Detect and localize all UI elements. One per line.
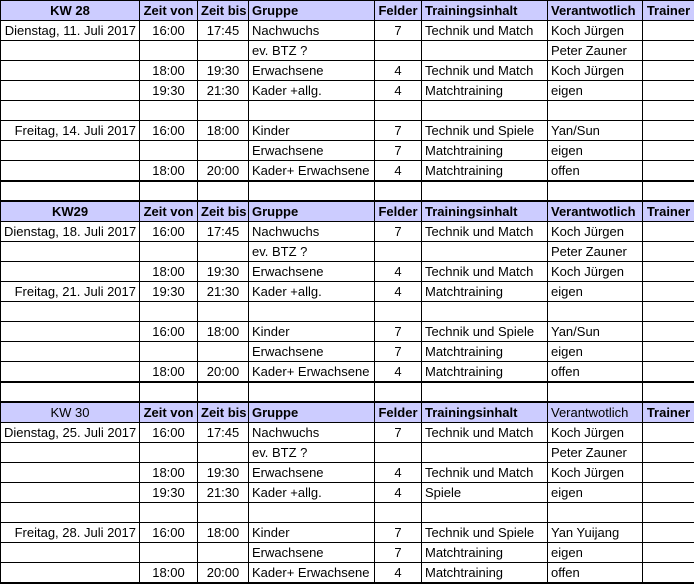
- date-cell[interactable]: Dienstag, 25. Juli 2017: [1, 423, 140, 443]
- verantwortlich-cell[interactable]: [548, 101, 643, 121]
- table-row: [1, 61, 694, 81]
- table-row: [1, 141, 694, 161]
- zeit-von-cell[interactable]: 19:30: [140, 282, 198, 302]
- schedule-body: [1, 1, 694, 584]
- zeit-von-cell[interactable]: 19:30: [140, 81, 198, 101]
- zeit-von-cell[interactable]: 18:00: [140, 61, 198, 81]
- date-cell[interactable]: [1, 41, 140, 61]
- table-row: [1, 543, 694, 563]
- trainer-cell[interactable]: [643, 101, 694, 121]
- date-cell[interactable]: [1, 61, 140, 81]
- header-zeit-von[interactable]: Zeit von: [140, 201, 198, 222]
- trainer-cell[interactable]: [643, 161, 694, 182]
- zeit-bis-cell[interactable]: [198, 342, 249, 362]
- trainer-cell[interactable]: [643, 483, 694, 503]
- zeit-bis-cell[interactable]: [198, 41, 249, 61]
- zeit-bis-cell[interactable]: [198, 242, 249, 262]
- header-felder[interactable]: Felder: [375, 1, 422, 21]
- table-row: [1, 322, 694, 342]
- zeit-bis-cell[interactable]: 17:45: [198, 423, 249, 443]
- gruppe-cell[interactable]: Nachwuchs: [249, 21, 375, 41]
- verantwortlich-cell[interactable]: [548, 302, 643, 322]
- trainer-cell[interactable]: [643, 362, 694, 383]
- gruppe-cell[interactable]: ev. BTZ ?: [249, 242, 375, 262]
- date-cell[interactable]: [1, 342, 140, 362]
- felder-cell[interactable]: 4: [375, 262, 422, 282]
- trainingsinhalt-cell[interactable]: [422, 443, 548, 463]
- felder-cell[interactable]: 4: [375, 362, 422, 383]
- date-cell[interactable]: [1, 543, 140, 563]
- date-cell[interactable]: Freitag, 14. Juli 2017: [1, 121, 140, 141]
- trainer-cell[interactable]: [643, 322, 694, 342]
- header-zeit-von[interactable]: Zeit von: [140, 402, 198, 423]
- zeit-von-cell[interactable]: 18:00: [140, 463, 198, 483]
- header-zeit-bis[interactable]: Zeit bis: [198, 402, 249, 423]
- date-cell[interactable]: [1, 141, 140, 161]
- date-cell[interactable]: [1, 563, 140, 584]
- week-label-cell[interactable]: KW 28: [1, 1, 140, 21]
- zeit-von-cell[interactable]: 16:00: [140, 322, 198, 342]
- header-gruppe[interactable]: Gruppe: [249, 1, 375, 21]
- zeit-von-cell[interactable]: [140, 302, 198, 322]
- verantwortlich-cell[interactable]: Koch Jürgen: [548, 463, 643, 483]
- zeit-bis-cell[interactable]: 20:00: [198, 362, 249, 383]
- trainingsinhalt-cell[interactable]: Technik und Match: [422, 21, 548, 41]
- gruppe-cell[interactable]: Erwachsene: [249, 543, 375, 563]
- zeit-von-cell[interactable]: 18:00: [140, 262, 198, 282]
- verantwortlich-cell[interactable]: Koch Jürgen: [548, 21, 643, 41]
- trainingsinhalt-cell[interactable]: Matchtraining: [422, 282, 548, 302]
- header-zeit-bis[interactable]: Zeit bis: [198, 1, 249, 21]
- header-trainer[interactable]: Trainer: [643, 1, 694, 21]
- table-row: [1, 342, 694, 362]
- table-row: [1, 161, 694, 182]
- table-row: [1, 423, 694, 443]
- empty-cell[interactable]: [140, 382, 198, 402]
- gruppe-cell[interactable]: [249, 302, 375, 322]
- zeit-von-cell[interactable]: [140, 543, 198, 563]
- felder-cell[interactable]: 7: [375, 222, 422, 242]
- zeit-von-cell[interactable]: [140, 141, 198, 161]
- empty-cell[interactable]: [643, 382, 694, 402]
- week-header-row: [1, 402, 694, 423]
- zeit-bis-cell[interactable]: 17:45: [198, 222, 249, 242]
- date-cell[interactable]: [1, 161, 140, 182]
- zeit-von-cell[interactable]: 18:00: [140, 362, 198, 383]
- trainingsinhalt-cell[interactable]: Technik und Spiele: [422, 322, 548, 342]
- empty-cell[interactable]: [422, 181, 548, 201]
- gruppe-cell[interactable]: Nachwuchs: [249, 423, 375, 443]
- header-verantwortlich[interactable]: Verantwotlich: [548, 1, 643, 21]
- gruppe-cell[interactable]: ev. BTZ ?: [249, 443, 375, 463]
- header-trainingsinhalt[interactable]: Trainingsinhalt: [422, 1, 548, 21]
- table-row: [1, 101, 694, 121]
- table-row: [1, 81, 694, 101]
- zeit-bis-cell[interactable]: 20:00: [198, 161, 249, 182]
- date-cell[interactable]: [1, 81, 140, 101]
- verantwortlich-cell[interactable]: Koch Jürgen: [548, 61, 643, 81]
- gruppe-cell[interactable]: Kader+ Erwachsene: [249, 362, 375, 383]
- trainingsinhalt-cell[interactable]: Technik und Spiele: [422, 121, 548, 141]
- felder-cell[interactable]: 4: [375, 282, 422, 302]
- verantwortlich-cell[interactable]: Yan/Sun: [548, 322, 643, 342]
- felder-cell[interactable]: [375, 503, 422, 523]
- gruppe-cell[interactable]: [249, 503, 375, 523]
- trainingsinhalt-cell[interactable]: Matchtraining: [422, 342, 548, 362]
- trainingsinhalt-cell[interactable]: Technik und Match: [422, 262, 548, 282]
- empty-cell[interactable]: [198, 382, 249, 402]
- felder-cell[interactable]: 7: [375, 121, 422, 141]
- trainingsinhalt-cell[interactable]: Matchtraining: [422, 563, 548, 584]
- trainer-cell[interactable]: [643, 282, 694, 302]
- zeit-bis-cell[interactable]: 21:30: [198, 483, 249, 503]
- table-row: [1, 41, 694, 61]
- trainingsinhalt-cell[interactable]: [422, 503, 548, 523]
- date-cell[interactable]: Dienstag, 18. Juli 2017: [1, 222, 140, 242]
- trainingsinhalt-cell[interactable]: Spiele: [422, 483, 548, 503]
- verantwortlich-cell[interactable]: Koch Jürgen: [548, 262, 643, 282]
- date-cell[interactable]: Dienstag, 11. Juli 2017: [1, 21, 140, 41]
- gruppe-cell[interactable]: Kinder: [249, 322, 375, 342]
- trainer-cell[interactable]: [643, 81, 694, 101]
- verantwortlich-cell[interactable]: eigen: [548, 483, 643, 503]
- table-row: [1, 523, 694, 543]
- felder-cell[interactable]: [375, 242, 422, 262]
- gruppe-cell[interactable]: Erwachsene: [249, 262, 375, 282]
- week-separator-row: [1, 382, 694, 402]
- gruppe-cell[interactable]: Kinder: [249, 121, 375, 141]
- empty-cell[interactable]: [643, 181, 694, 201]
- header-zeit-von[interactable]: Zeit von: [140, 1, 198, 21]
- verantwortlich-cell[interactable]: eigen: [548, 141, 643, 161]
- trainer-cell[interactable]: [643, 121, 694, 141]
- empty-cell[interactable]: [1, 181, 140, 201]
- trainer-cell[interactable]: [643, 563, 694, 584]
- zeit-bis-cell[interactable]: 19:30: [198, 463, 249, 483]
- zeit-bis-cell[interactable]: [198, 101, 249, 121]
- verantwortlich-cell[interactable]: Yan/Sun: [548, 121, 643, 141]
- zeit-von-cell[interactable]: [140, 41, 198, 61]
- zeit-bis-cell[interactable]: [198, 443, 249, 463]
- trainingsinhalt-cell[interactable]: Matchtraining: [422, 141, 548, 161]
- trainingsinhalt-cell[interactable]: Technik und Match: [422, 222, 548, 242]
- header-trainer[interactable]: Trainer: [643, 402, 694, 423]
- zeit-von-cell[interactable]: 19:30: [140, 483, 198, 503]
- empty-cell[interactable]: [375, 382, 422, 402]
- gruppe-cell[interactable]: Kader +allg.: [249, 282, 375, 302]
- table-row: [1, 443, 694, 463]
- verantwortlich-cell[interactable]: Peter Zauner: [548, 242, 643, 262]
- header-felder[interactable]: Felder: [375, 402, 422, 423]
- trainingsinhalt-cell[interactable]: [422, 302, 548, 322]
- trainer-cell[interactable]: [643, 503, 694, 523]
- verantwortlich-cell[interactable]: offen: [548, 161, 643, 182]
- table-row: [1, 262, 694, 282]
- trainer-cell[interactable]: [643, 543, 694, 563]
- trainingsinhalt-cell[interactable]: [422, 101, 548, 121]
- empty-cell[interactable]: [198, 181, 249, 201]
- felder-cell[interactable]: 4: [375, 463, 422, 483]
- gruppe-cell[interactable]: Erwachsene: [249, 141, 375, 161]
- gruppe-cell[interactable]: Kader+ Erwachsene: [249, 563, 375, 584]
- felder-cell[interactable]: 7: [375, 322, 422, 342]
- date-cell[interactable]: Freitag, 21. Juli 2017: [1, 282, 140, 302]
- zeit-von-cell[interactable]: [140, 443, 198, 463]
- date-cell[interactable]: [1, 322, 140, 342]
- verantwortlich-cell[interactable]: Peter Zauner: [548, 41, 643, 61]
- header-gruppe[interactable]: Gruppe: [249, 201, 375, 222]
- header-zeit-bis[interactable]: Zeit bis: [198, 201, 249, 222]
- zeit-bis-cell[interactable]: 21:30: [198, 81, 249, 101]
- felder-cell[interactable]: 7: [375, 21, 422, 41]
- zeit-von-cell[interactable]: [140, 503, 198, 523]
- felder-cell[interactable]: 4: [375, 61, 422, 81]
- date-cell[interactable]: [1, 483, 140, 503]
- felder-cell[interactable]: [375, 302, 422, 322]
- zeit-bis-cell[interactable]: [198, 141, 249, 161]
- trainer-cell[interactable]: [643, 222, 694, 242]
- trainer-cell[interactable]: [643, 423, 694, 443]
- empty-cell[interactable]: [548, 382, 643, 402]
- felder-cell[interactable]: 7: [375, 342, 422, 362]
- trainingsinhalt-cell[interactable]: Matchtraining: [422, 81, 548, 101]
- table-row: [1, 483, 694, 503]
- week-label-cell[interactable]: KW 30: [1, 402, 140, 423]
- felder-cell[interactable]: 7: [375, 543, 422, 563]
- zeit-bis-cell[interactable]: 21:30: [198, 282, 249, 302]
- zeit-von-cell[interactable]: 16:00: [140, 121, 198, 141]
- verantwortlich-cell[interactable]: Koch Jürgen: [548, 423, 643, 443]
- date-cell[interactable]: [1, 503, 140, 523]
- zeit-von-cell[interactable]: [140, 342, 198, 362]
- gruppe-cell[interactable]: Kader+ Erwachsene: [249, 161, 375, 182]
- felder-cell[interactable]: 4: [375, 483, 422, 503]
- trainer-cell[interactable]: [643, 21, 694, 41]
- verantwortlich-cell[interactable]: eigen: [548, 81, 643, 101]
- felder-cell[interactable]: [375, 41, 422, 61]
- verantwortlich-cell[interactable]: offen: [548, 362, 643, 383]
- date-cell[interactable]: Freitag, 28. Juli 2017: [1, 523, 140, 543]
- week-header-row: [1, 201, 694, 222]
- trainer-cell[interactable]: [643, 523, 694, 543]
- zeit-bis-cell[interactable]: 18:00: [198, 523, 249, 543]
- verantwortlich-cell[interactable]: eigen: [548, 282, 643, 302]
- zeit-bis-cell[interactable]: 18:00: [198, 322, 249, 342]
- week-header-row: [1, 1, 694, 21]
- zeit-von-cell[interactable]: 16:00: [140, 222, 198, 242]
- zeit-bis-cell[interactable]: [198, 543, 249, 563]
- date-cell[interactable]: [1, 463, 140, 483]
- zeit-bis-cell[interactable]: 19:30: [198, 262, 249, 282]
- date-cell[interactable]: [1, 101, 140, 121]
- trainingsinhalt-cell[interactable]: [422, 242, 548, 262]
- empty-cell[interactable]: [375, 181, 422, 201]
- header-felder[interactable]: Felder: [375, 201, 422, 222]
- verantwortlich-cell[interactable]: [548, 503, 643, 523]
- table-row: [1, 463, 694, 483]
- table-row: [1, 362, 694, 383]
- trainer-cell[interactable]: [643, 141, 694, 161]
- empty-cell[interactable]: [1, 382, 140, 402]
- header-trainingsinhalt[interactable]: Trainingsinhalt: [422, 201, 548, 222]
- gruppe-cell[interactable]: Erwachsene: [249, 61, 375, 81]
- zeit-von-cell[interactable]: 16:00: [140, 21, 198, 41]
- zeit-von-cell[interactable]: 18:00: [140, 161, 198, 182]
- trainer-cell[interactable]: [643, 242, 694, 262]
- zeit-von-cell[interactable]: [140, 242, 198, 262]
- zeit-bis-cell[interactable]: 17:45: [198, 21, 249, 41]
- trainer-cell[interactable]: [643, 61, 694, 81]
- trainingsinhalt-cell[interactable]: Technik und Spiele: [422, 523, 548, 543]
- date-cell[interactable]: [1, 242, 140, 262]
- trainer-cell[interactable]: [643, 342, 694, 362]
- table-row: [1, 222, 694, 242]
- gruppe-cell[interactable]: ev. BTZ ?: [249, 41, 375, 61]
- week-separator-row: [1, 181, 694, 201]
- verantwortlich-cell[interactable]: Yan Yuijang: [548, 523, 643, 543]
- felder-cell[interactable]: 7: [375, 141, 422, 161]
- empty-cell[interactable]: [140, 181, 198, 201]
- trainingsinhalt-cell[interactable]: Technik und Match: [422, 463, 548, 483]
- header-trainingsinhalt[interactable]: Trainingsinhalt: [422, 402, 548, 423]
- empty-cell[interactable]: [422, 382, 548, 402]
- trainingsinhalt-cell[interactable]: [422, 41, 548, 61]
- trainer-cell[interactable]: [643, 463, 694, 483]
- trainer-cell[interactable]: [643, 262, 694, 282]
- zeit-bis-cell[interactable]: 18:00: [198, 121, 249, 141]
- trainingsinhalt-cell[interactable]: Technik und Match: [422, 423, 548, 443]
- empty-cell[interactable]: [249, 181, 375, 201]
- trainingsinhalt-cell[interactable]: Matchtraining: [422, 362, 548, 383]
- week-label-cell[interactable]: KW29: [1, 201, 140, 222]
- date-cell[interactable]: [1, 362, 140, 383]
- zeit-von-cell[interactable]: 18:00: [140, 563, 198, 584]
- gruppe-cell[interactable]: [249, 101, 375, 121]
- gruppe-cell[interactable]: Kader +allg.: [249, 483, 375, 503]
- header-gruppe[interactable]: Gruppe: [249, 402, 375, 423]
- table-row: [1, 242, 694, 262]
- table-row: [1, 282, 694, 302]
- header-verantwortlich[interactable]: Verantwotlich: [548, 201, 643, 222]
- felder-cell[interactable]: 4: [375, 81, 422, 101]
- verantwortlich-cell[interactable]: Koch Jürgen: [548, 222, 643, 242]
- trainingsinhalt-cell[interactable]: Matchtraining: [422, 161, 548, 182]
- zeit-bis-cell[interactable]: [198, 302, 249, 322]
- date-cell[interactable]: [1, 302, 140, 322]
- verantwortlich-cell[interactable]: offen: [548, 563, 643, 584]
- trainingsinhalt-cell[interactable]: Technik und Match: [422, 61, 548, 81]
- table-row: [1, 302, 694, 322]
- table-row: [1, 563, 694, 584]
- zeit-von-cell[interactable]: 16:00: [140, 423, 198, 443]
- felder-cell[interactable]: [375, 101, 422, 121]
- felder-cell[interactable]: 4: [375, 563, 422, 584]
- felder-cell[interactable]: [375, 443, 422, 463]
- gruppe-cell[interactable]: Kader +allg.: [249, 81, 375, 101]
- verantwortlich-cell[interactable]: eigen: [548, 543, 643, 563]
- date-cell[interactable]: [1, 443, 140, 463]
- zeit-von-cell[interactable]: 16:00: [140, 523, 198, 543]
- date-cell[interactable]: [1, 262, 140, 282]
- felder-cell[interactable]: 7: [375, 423, 422, 443]
- felder-cell[interactable]: 7: [375, 523, 422, 543]
- header-verantwortlich[interactable]: Verantwotlich: [548, 402, 643, 423]
- trainer-cell[interactable]: [643, 302, 694, 322]
- zeit-bis-cell[interactable]: 19:30: [198, 61, 249, 81]
- trainingsinhalt-cell[interactable]: Matchtraining: [422, 543, 548, 563]
- empty-cell[interactable]: [548, 181, 643, 201]
- zeit-bis-cell[interactable]: 20:00: [198, 563, 249, 584]
- gruppe-cell[interactable]: Nachwuchs: [249, 222, 375, 242]
- table-row: [1, 121, 694, 141]
- gruppe-cell[interactable]: Erwachsene: [249, 463, 375, 483]
- gruppe-cell[interactable]: Erwachsene: [249, 342, 375, 362]
- verantwortlich-cell[interactable]: Peter Zauner: [548, 443, 643, 463]
- verantwortlich-cell[interactable]: eigen: [548, 342, 643, 362]
- table-row: [1, 21, 694, 41]
- trainer-cell[interactable]: [643, 41, 694, 61]
- header-trainer[interactable]: Trainer: [643, 201, 694, 222]
- table-row: [1, 503, 694, 523]
- felder-cell[interactable]: 4: [375, 161, 422, 182]
- zeit-bis-cell[interactable]: [198, 503, 249, 523]
- zeit-von-cell[interactable]: [140, 101, 198, 121]
- gruppe-cell[interactable]: Kinder: [249, 523, 375, 543]
- empty-cell[interactable]: [249, 382, 375, 402]
- trainer-cell[interactable]: [643, 443, 694, 463]
